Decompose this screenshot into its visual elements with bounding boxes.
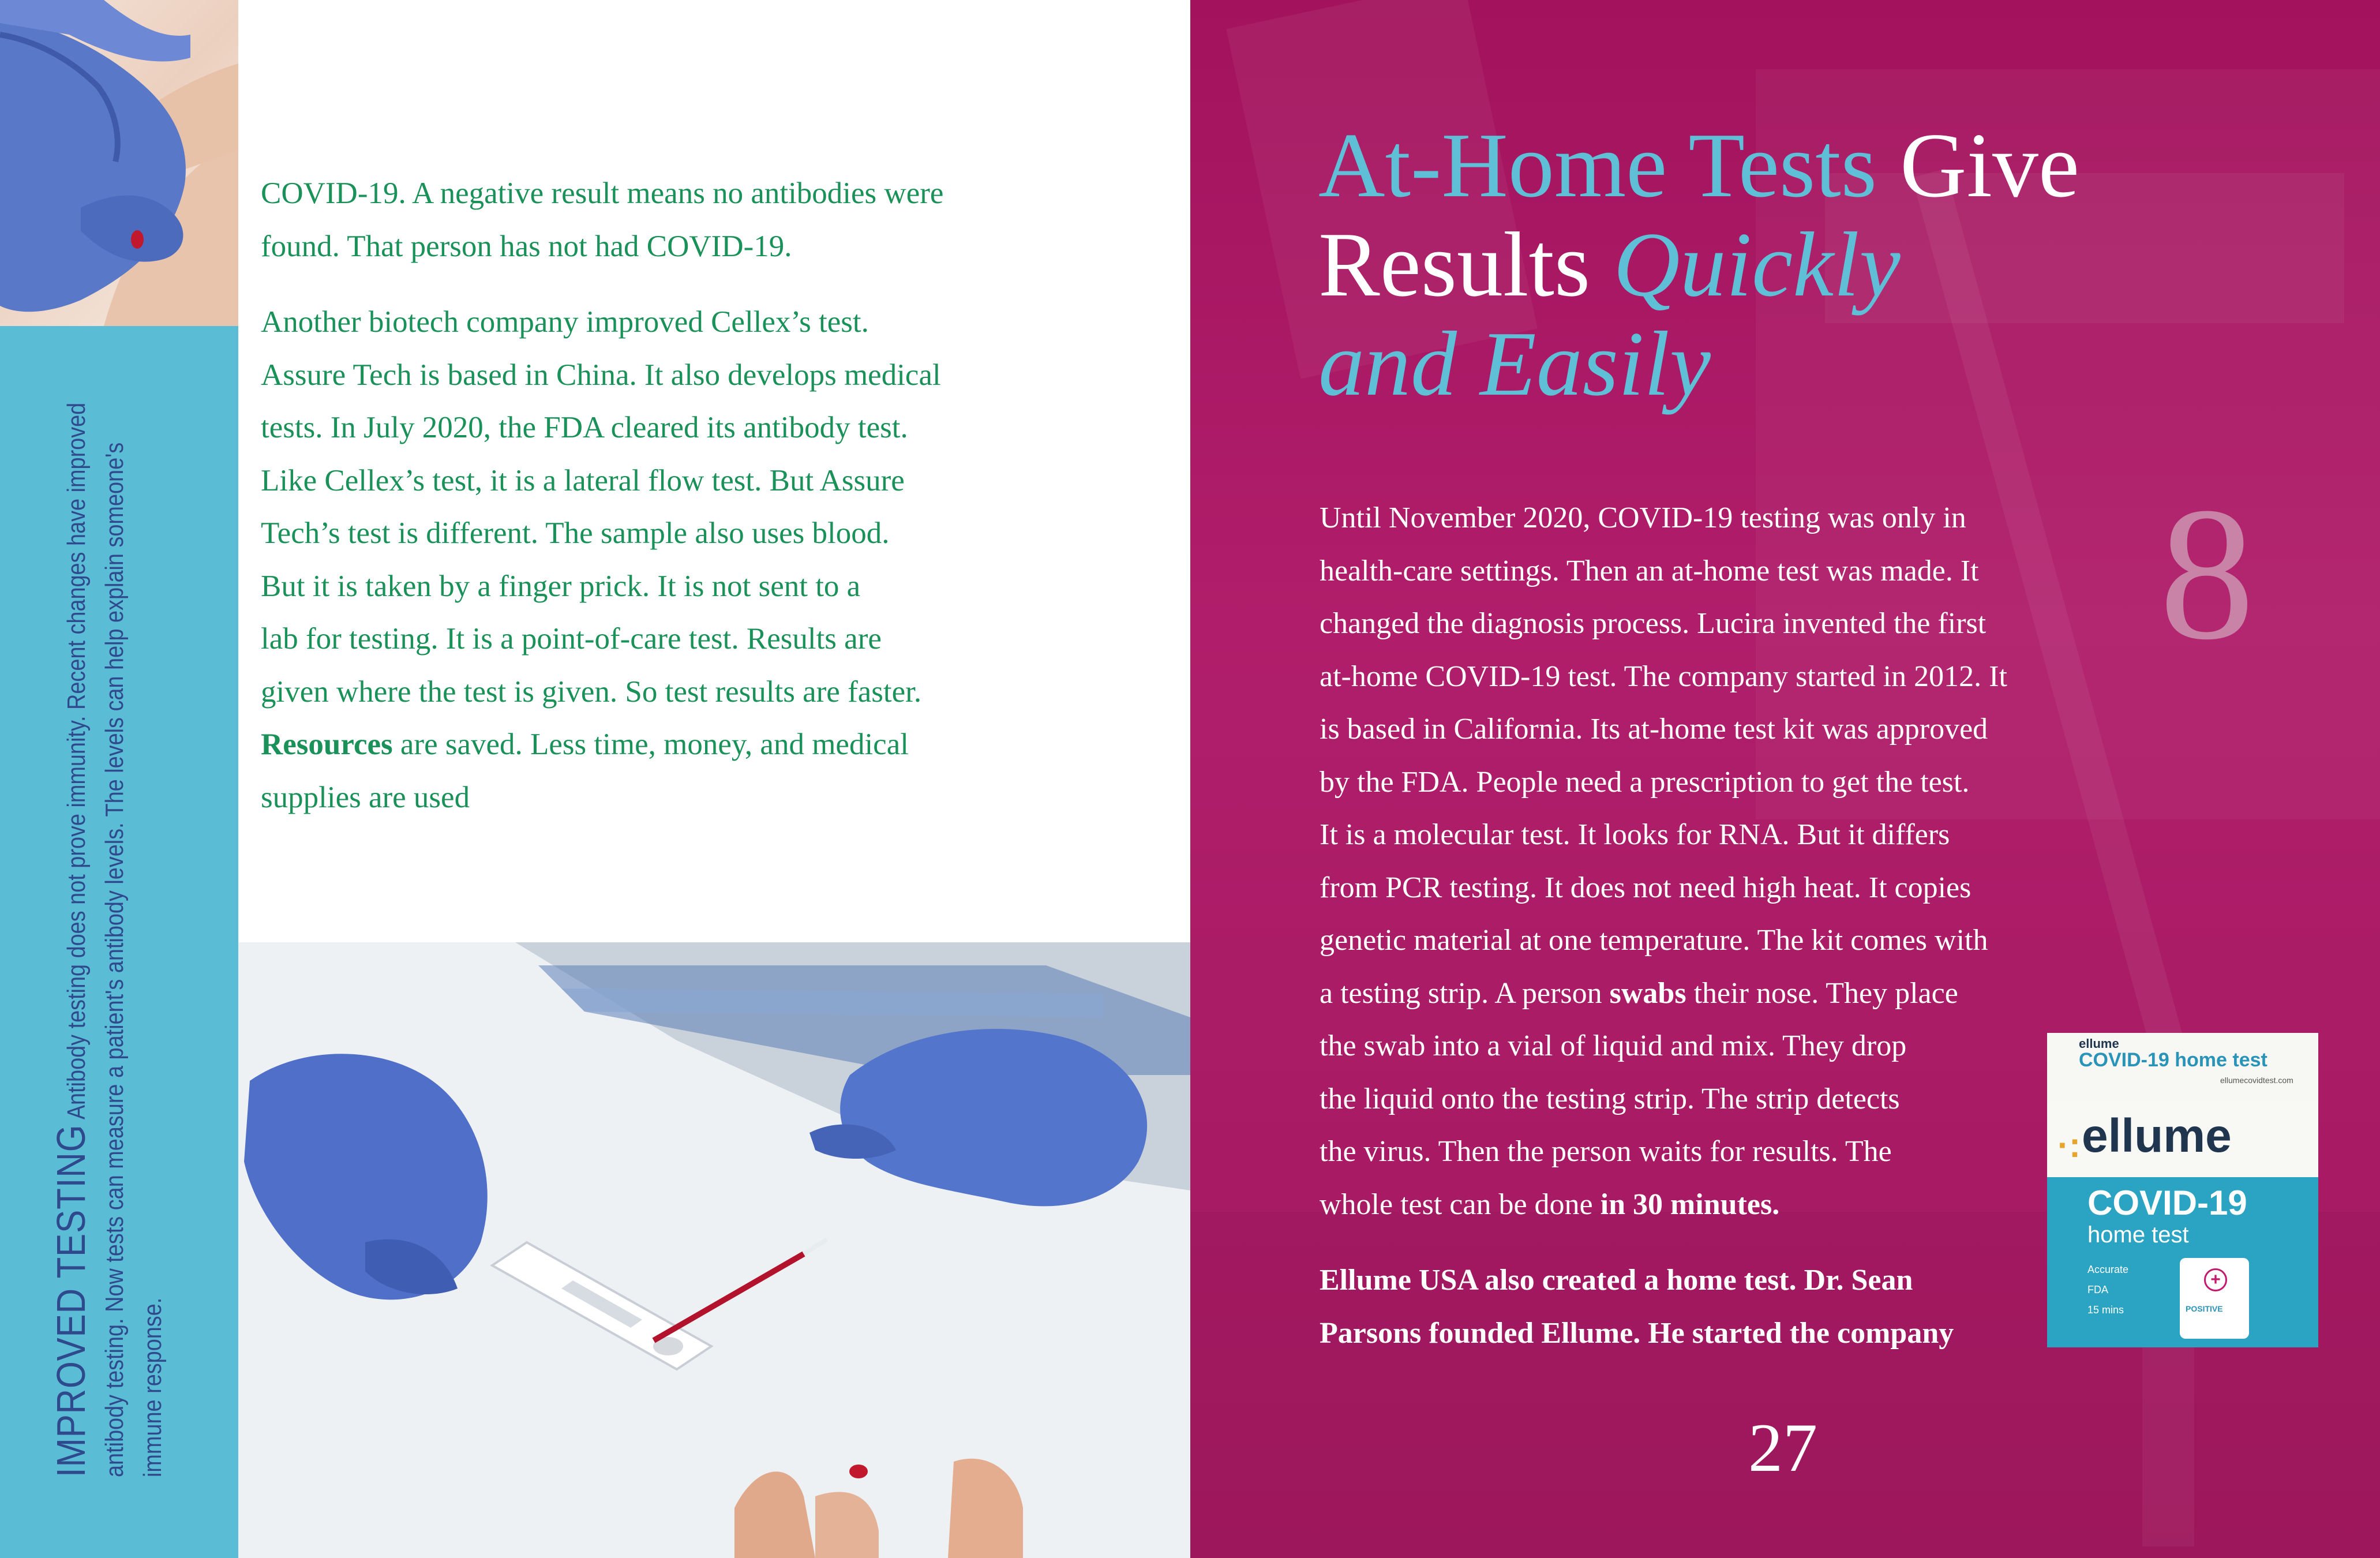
text-line: supplies are used bbox=[261, 780, 470, 814]
ellume-logo-icon: ·: bbox=[2057, 1126, 2081, 1164]
text-line: lab for testing. It is a point-of-care test. Results are bbox=[261, 622, 882, 656]
ellume-test-box bbox=[2047, 1033, 2324, 1347]
lateral-flow-test-photo bbox=[238, 942, 1190, 1558]
title-part: Give bbox=[1876, 114, 2079, 216]
ellume-logo: ellume bbox=[2082, 1110, 2232, 1162]
text-line: But it is taken by a finger prick. It is not sent to a bbox=[261, 569, 861, 603]
text-line: It is a molecular test. It looks for RNA. But it differs bbox=[1320, 818, 1950, 851]
text-line: given where the test is given. So test results are faster. bbox=[261, 675, 922, 709]
text-line: changed the diagnosis process. Lucira invented the first bbox=[1320, 607, 1987, 640]
plus-icon: + bbox=[2204, 1268, 2227, 1291]
text-line: a testing strip. A person swabs their nose. They place bbox=[1320, 976, 1958, 1010]
sidebar-line: immune response. bbox=[138, 1297, 167, 1477]
sidebar-note bbox=[48, 392, 202, 1477]
left-body-text bbox=[261, 167, 1080, 824]
text-line: found. That person has not had COVID-19. bbox=[261, 229, 792, 263]
glossary-term-resources[interactable]: Resources bbox=[261, 728, 393, 761]
text-line: the swab into a vial of liquid and mix. They drop bbox=[1320, 1029, 1907, 1062]
text-line: Like Cellex’s test, it is a lateral flow test. But Assure bbox=[261, 463, 905, 497]
sidebar-line: Antibody testing does not prove immunity. Recent changes have improved bbox=[62, 402, 91, 1120]
test-device-screen: + POSITIVE bbox=[2180, 1258, 2249, 1339]
title-part: Results bbox=[1318, 213, 1614, 316]
glossary-term-swabs[interactable]: swabs bbox=[1609, 976, 1686, 1010]
box-top: ellume COVID-19 home test ellumecovidtest.com bbox=[2047, 1033, 2318, 1102]
text-line: Parsons founded Ellume. He started the company bbox=[1320, 1316, 1954, 1350]
text-line: from PCR testing. It does not need high heat. It copies bbox=[1320, 871, 1972, 904]
text-line: the virus. Then the person waits for results. The bbox=[1320, 1135, 1892, 1168]
title-part: Quickly bbox=[1613, 213, 1901, 316]
text-line: Another biotech company improved Cellex’s test. bbox=[261, 305, 869, 339]
sidebar-line: antibody testing. Now tests can measure a patient's antibody levels. The levels can help explain someone's bbox=[100, 442, 129, 1477]
text-line: is based in California. Its at-home test kit was approved bbox=[1320, 713, 1988, 746]
box-front: ·: ellume COVID-19 home test Accurate FDA 15 mins + POSITIVE bbox=[2047, 1102, 2318, 1347]
sidebar-heading: IMPROVED TESTING bbox=[48, 1124, 93, 1477]
text-line: whole test can be done in 30 minutes. bbox=[1320, 1188, 1780, 1221]
text-line: Assure Tech is based in China. It also develops medical bbox=[261, 358, 941, 392]
text-line: Tech’s test is different. The sample also uses blood. bbox=[261, 516, 890, 550]
text-line: genetic material at one temperature. The kit comes with bbox=[1320, 924, 1988, 957]
text-line: the liquid onto the testing strip. The strip detects bbox=[1320, 1082, 1900, 1115]
page-number: 27 bbox=[1748, 1409, 1817, 1486]
text-line: health-care settings. Then an at-home test was made. It bbox=[1320, 554, 1979, 587]
chapter-title bbox=[1318, 115, 2299, 413]
title-part: and Easily bbox=[1318, 312, 1711, 415]
title-part: At-Home Tests bbox=[1318, 114, 1877, 216]
text-line: Resources are saved. Less time, money, and medical bbox=[261, 728, 909, 761]
chapter-number: 8 bbox=[2159, 469, 2255, 679]
text-line: by the FDA. People need a prescription to get the test. bbox=[1320, 765, 1970, 799]
finger-prick-illustration bbox=[0, 0, 238, 326]
text-line: Ellume USA also created a home test. Dr. Sean bbox=[1320, 1264, 1913, 1297]
text-line: at-home COVID-19 test. The company started in 2012. It bbox=[1320, 660, 2007, 693]
right-body-text bbox=[1320, 492, 2145, 1359]
lateral-flow-illustration bbox=[238, 942, 1190, 1558]
text-line: Until November 2020, COVID-19 testing was only in bbox=[1320, 501, 1966, 534]
text-line: COVID-19. A negative result means no antibodies were bbox=[261, 177, 944, 210]
text-line: tests. In July 2020, the FDA cleared its antibody test. bbox=[261, 411, 908, 444]
finger-prick-photo bbox=[0, 0, 238, 326]
